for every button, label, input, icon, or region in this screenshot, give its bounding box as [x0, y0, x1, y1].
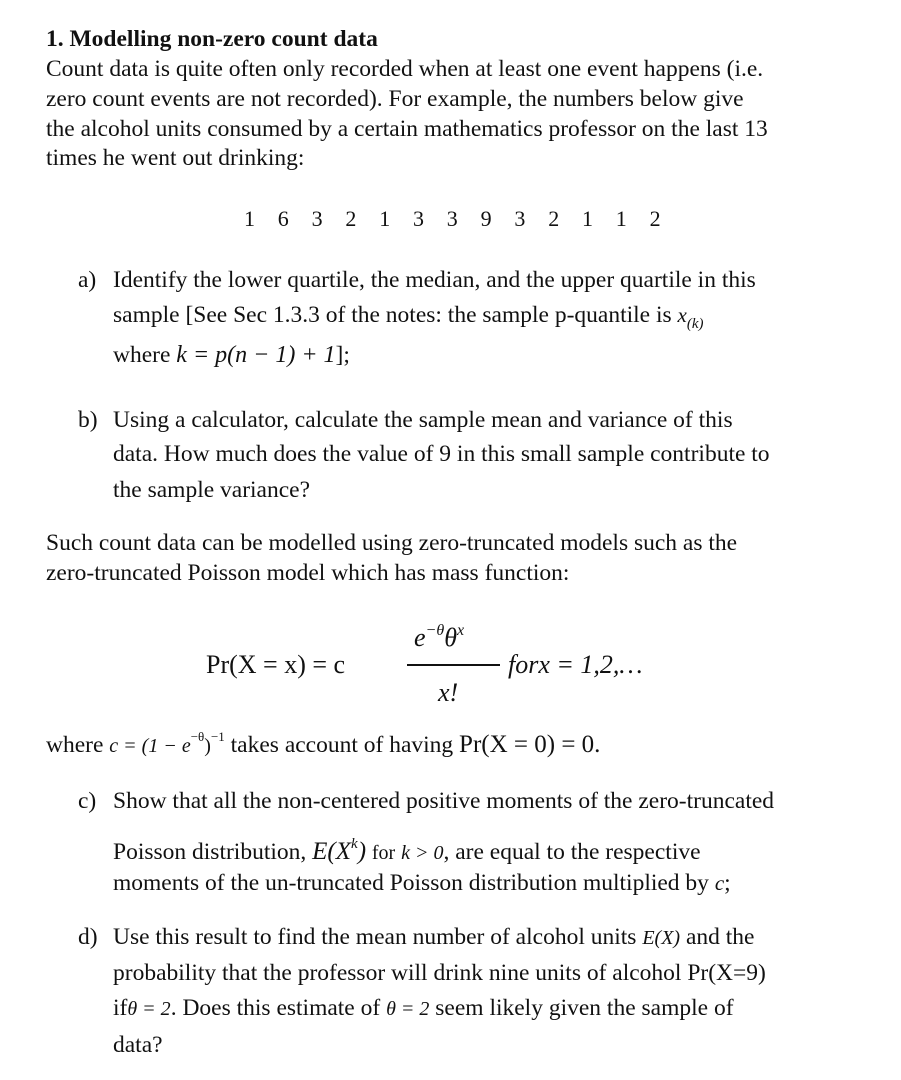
part-c-line-2 [113, 829, 701, 868]
intro-line-4: times he went out drinking: [46, 145, 305, 171]
part-c-c: c [714, 871, 725, 895]
part-c-line-3-text: moments of the un-truncated Poisson distribution multiplied by [113, 870, 709, 896]
part-c-line-2-text: Poisson distribution, [113, 839, 307, 865]
part-a-line-3 [113, 340, 350, 370]
part-d-line-1-end: and the [685, 924, 755, 950]
data-value: 1 [582, 206, 593, 231]
where-line [46, 722, 600, 761]
part-c-line-3-end: ; [724, 870, 731, 896]
formula-rhs: forx = 1,2,… [508, 650, 643, 679]
part-d-line-4: data? [113, 1032, 163, 1058]
where-text-2: takes account of having [230, 732, 454, 758]
part-c-line-2-end: , are equal to the respective [443, 839, 701, 865]
part-b-line-1: Using a calculator, calculate the sample mean and variance of this [113, 407, 733, 433]
part-d-line-2: probability that the professor will drink nine units of alcohol Pr(X=9) [113, 960, 766, 986]
data-value: 1 [244, 206, 255, 231]
part-b-line-3: the sample variance? [113, 477, 311, 503]
data-value: 2 [345, 206, 357, 231]
quantile-symbol: x [677, 303, 687, 327]
mean-expr: E(X) [642, 927, 681, 949]
part-c-condition: k > 0 [401, 842, 444, 864]
part-a-where: where [113, 342, 171, 368]
problem-title: 1. Modelling non-zero count data [46, 26, 378, 52]
part-b-label: b) [78, 407, 98, 433]
c-def-exp: −θ [190, 729, 205, 744]
data-value: 3 [413, 206, 424, 231]
part-d-line-3-text: . Does this estimate of [170, 995, 381, 1021]
part-d-line-3 [113, 993, 734, 1024]
moment-close: ) [357, 838, 367, 865]
part-c-line-3 [113, 868, 731, 898]
c-def-close: ) [204, 735, 211, 757]
model-intro-line-1: Such count data can be modelled using zero-truncated models such as the [46, 530, 738, 556]
part-a-label: a) [78, 267, 97, 293]
part-d-line-1 [113, 922, 754, 953]
data-value: 3 [311, 206, 323, 231]
part-b-line-2: data. How much does the value of 9 in this small sample contribute to [113, 441, 770, 467]
part-c-for: for [371, 842, 396, 864]
quantile-subscript: (k) [686, 316, 704, 332]
data-value: 3 [446, 206, 458, 231]
moment-expr [312, 838, 366, 865]
part-a-line-2 [113, 300, 704, 339]
part-a-end: ]; [335, 342, 350, 368]
data-value: 1 [615, 206, 627, 231]
formula-fraction-bar [407, 664, 500, 666]
part-d-label: d) [78, 924, 98, 950]
pr-zero: Pr(X = 0) = 0. [459, 731, 601, 758]
intro-line-2: zero count events are not recorded). For example, the numbers below give [46, 86, 744, 112]
part-a-line-1: Identify the lower quartile, the median, and the upper quartile in this [113, 267, 756, 293]
model-intro-line-2: zero-truncated Poisson model which has mass function: [46, 560, 570, 586]
data-value: 6 [277, 206, 289, 231]
part-a-k-formula: k = p(n − 1) + 1 [176, 342, 336, 368]
formula-lhs: Pr(X = x) = c [206, 650, 346, 679]
data-value: 2 [548, 206, 560, 231]
moment-exp: k [351, 836, 358, 852]
formula-e-exponent: −θ [425, 622, 445, 639]
moment-main: E(X [312, 838, 352, 865]
part-c-label: c) [78, 788, 97, 814]
part-d-if: if [113, 995, 128, 1021]
c-def-main: c = (1 − e [109, 735, 191, 757]
formula-denominator: x! [438, 678, 459, 707]
part-d-line-3-end: seem likely given the sample of [435, 995, 734, 1021]
theta-eq-2-a: θ = 2 [127, 998, 171, 1020]
formula-e: e [414, 623, 426, 652]
part-d-line-1-text: Use this result to find the mean number of alcohol units [113, 924, 637, 950]
part-c-line-1: Show that all the non-centered positive moments of the zero-truncated [113, 788, 775, 814]
intro-line-1: Count data is quite often only recorded when at least one event happens (i.e. [46, 56, 764, 82]
formula-numerator [414, 616, 464, 653]
c-definition [109, 729, 225, 757]
where-text: where [46, 732, 104, 758]
data-value: 3 [514, 206, 526, 231]
c-def-exp2: −1 [210, 729, 225, 744]
theta-eq-2-b: θ = 2 [386, 998, 430, 1020]
formula-theta-exponent: x [456, 622, 465, 639]
formula-theta: θ [444, 623, 457, 652]
data-value: 9 [480, 206, 492, 231]
data-value: 2 [649, 206, 661, 231]
data-value: 1 [379, 206, 391, 231]
intro-line-3: the alcohol units consumed by a certain mathematics professor on the last 13 [46, 116, 768, 142]
part-a-line-2-text: sample [See Sec 1.3.3 of the notes: the sample p-quantile is [113, 302, 672, 328]
